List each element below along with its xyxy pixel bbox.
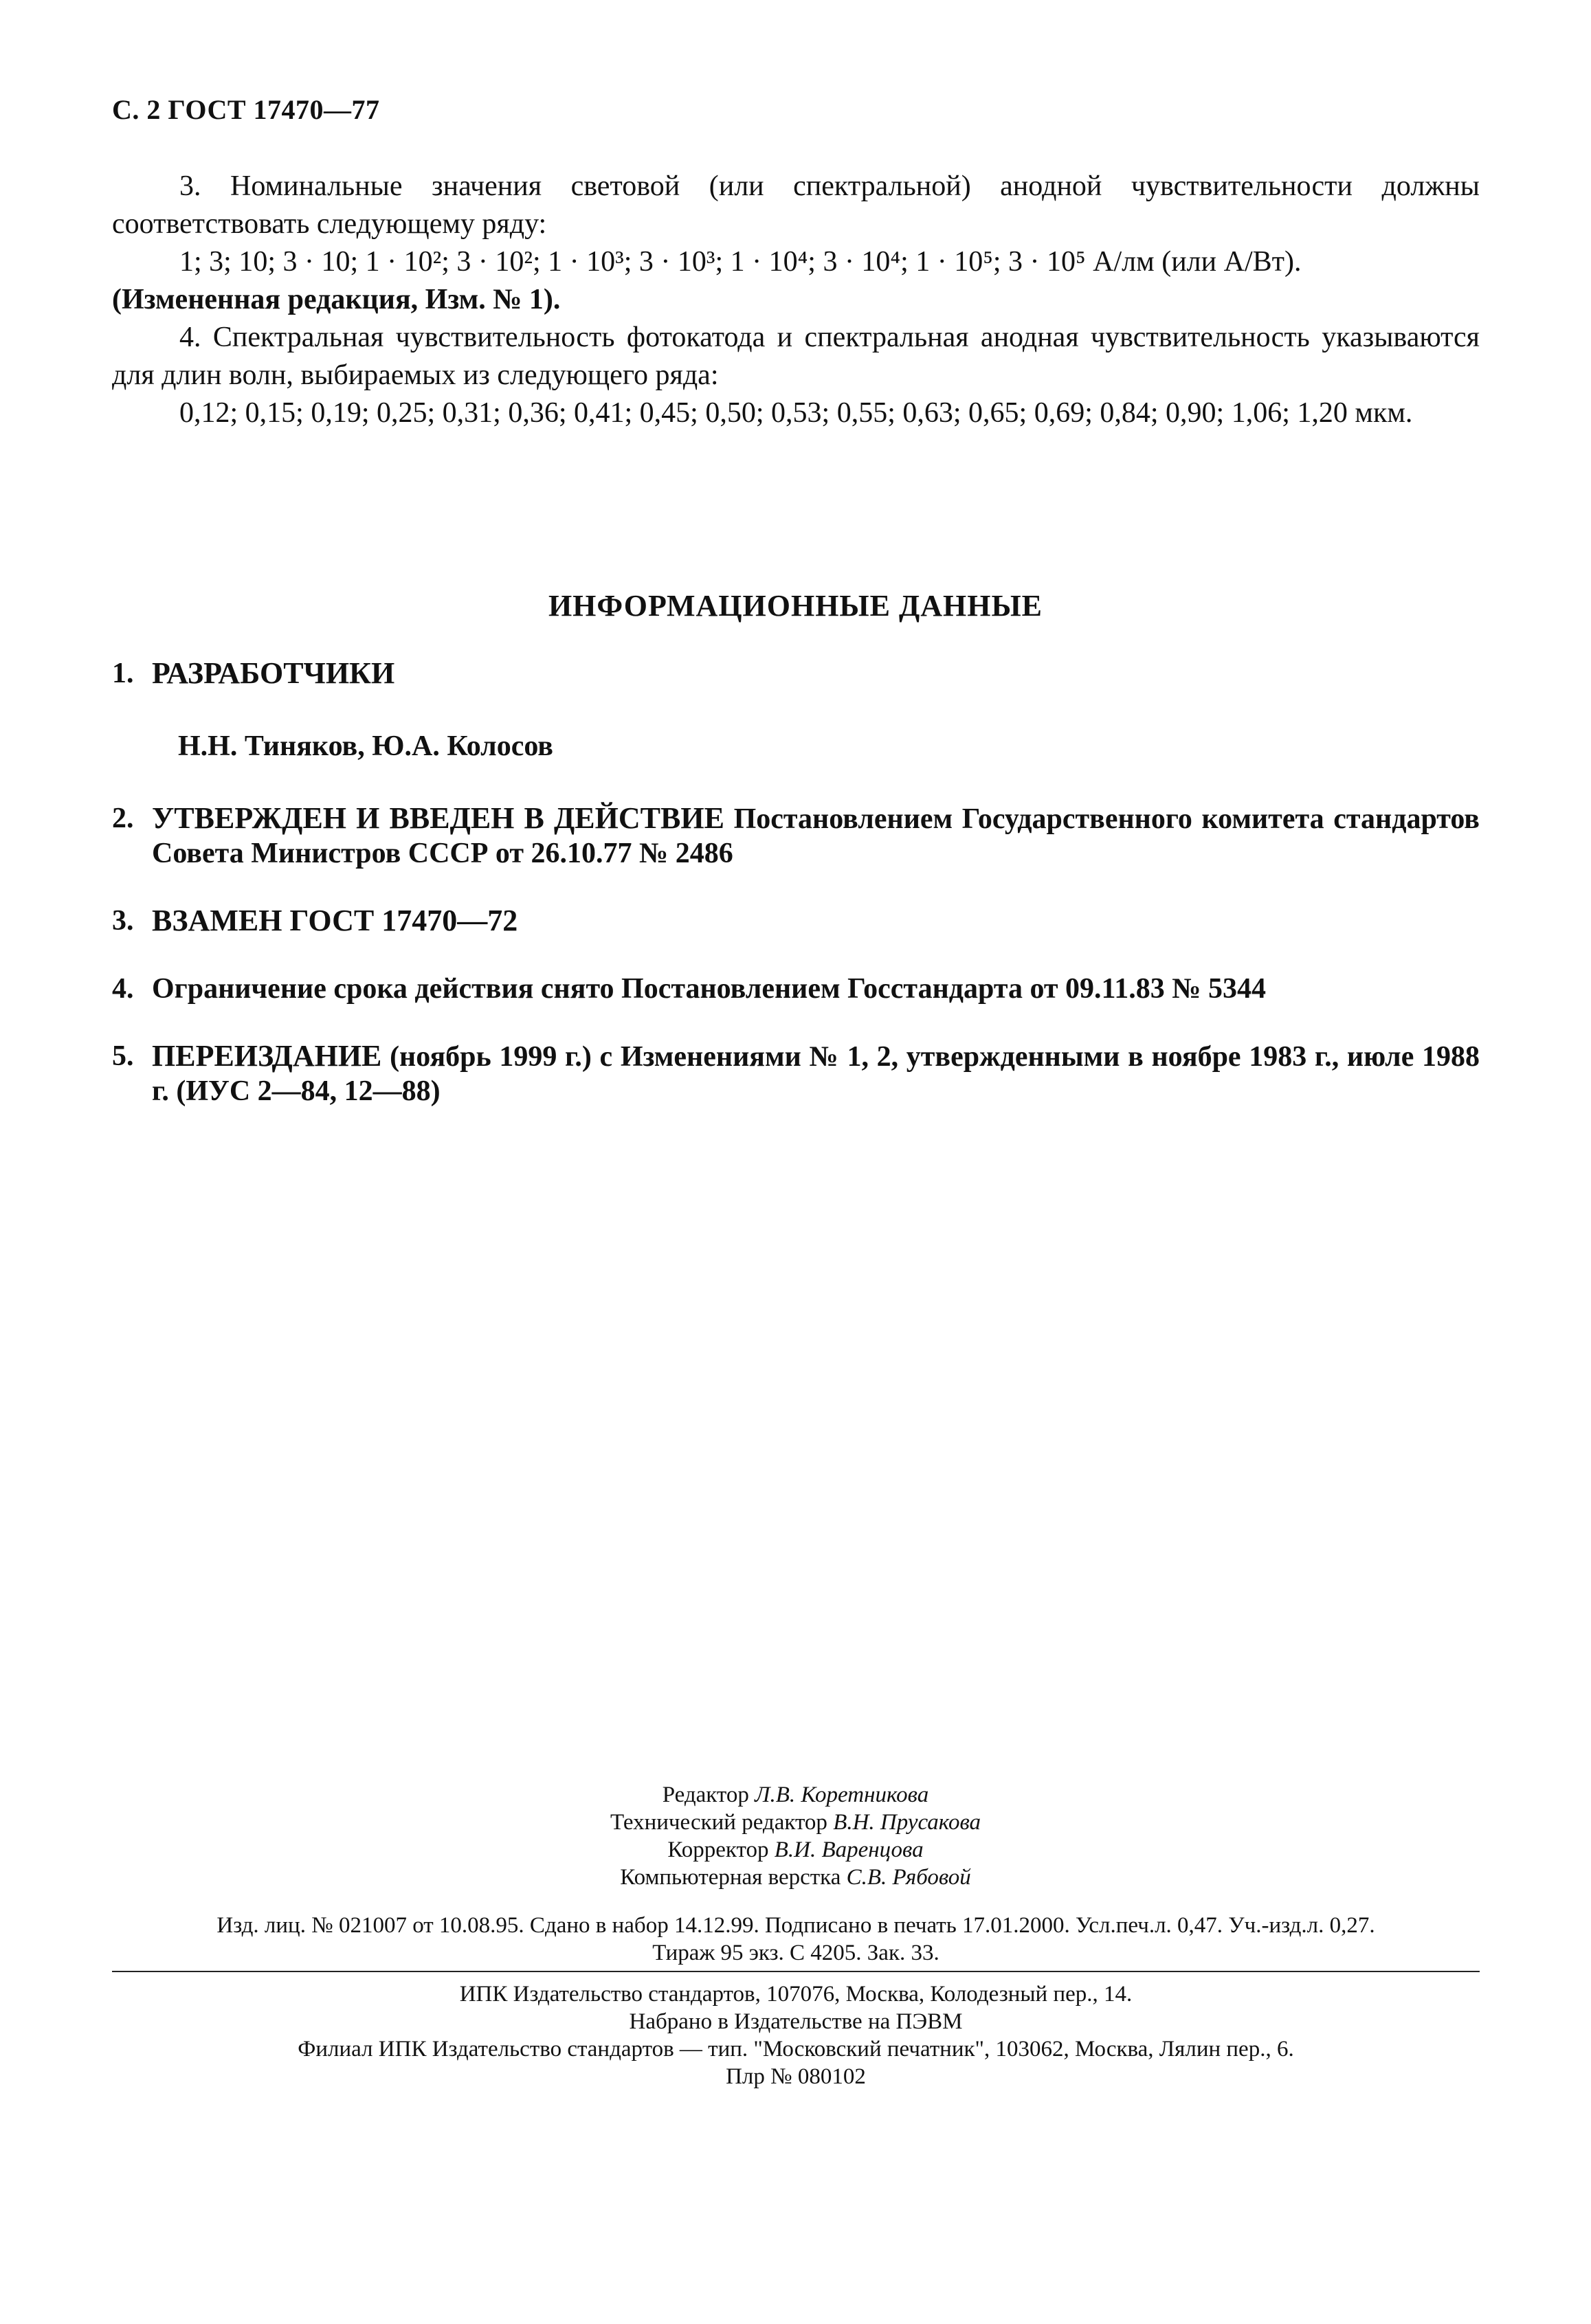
clause-3-series: 1; 3; 10; 3 · 10; 1 · 10²; 3 · 10²; 1 · 10³; 3 · 10³; 1 · 10⁴; 3 · 10⁴; 1 · 10⁵; 3 · 10⁵ А/лм (или А/Вт). bbox=[179, 246, 1302, 278]
info-item-lead: РАЗРАБОТЧИКИ bbox=[152, 656, 395, 690]
info-item-4 bbox=[112, 972, 1480, 1006]
info-item-lead: ПЕРЕИЗДАНИЕ bbox=[152, 1039, 382, 1073]
info-item-number: 4. bbox=[112, 973, 134, 1005]
credit-name: В.И. Варенцова bbox=[774, 1837, 924, 1862]
credit-role: Редактор bbox=[662, 1783, 749, 1807]
developers-names: Н.Н. Тиняков, Ю.А. Колосов bbox=[178, 730, 553, 762]
printer-line-1: ИПК Издательство стандартов, 107076, Москва, Колодезный пер., 14. bbox=[459, 1982, 1133, 2007]
info-item-text bbox=[152, 801, 1480, 871]
info-section-title: ИНФОРМАЦИОННЫЕ ДАННЫЕ bbox=[548, 589, 1043, 623]
divider-rule bbox=[112, 1971, 1480, 1972]
info-item-body: (ноябрь 1999 г.) с Изменениями № 1, 2, утвержденными в ноябре 1983 г., июле 1988 г. (ИУС 2—84, 12—88) bbox=[152, 1041, 1480, 1107]
credit-role: Технический редактор bbox=[610, 1810, 827, 1835]
printer-line-3: Филиал ИПК Издательство стандартов — тип. "Московский печатник", 103062, Москва, Лялин пер., 6. bbox=[298, 2037, 1294, 2062]
credits-block bbox=[0, 1781, 1591, 1891]
info-item-5 bbox=[112, 1039, 1480, 1108]
info-item-2 bbox=[112, 801, 1480, 871]
info-item-text bbox=[152, 972, 1480, 1006]
info-item-text bbox=[152, 656, 1480, 691]
info-item-body: Постановлением Государственного комитета стандартов Совета Министров СССР от 26.10.77 № 2486 bbox=[152, 803, 1480, 869]
info-item-number: 2. bbox=[112, 803, 134, 834]
imprint-line-1: Изд. лиц. № 021007 от 10.08.95. Сдано в набор 14.12.99. Подписано в печать 17.01.2000. Усл.печ.л. 0,47. Уч.-изд.л. 0,27. bbox=[216, 1913, 1375, 1938]
credit-role: Корректор bbox=[667, 1837, 769, 1862]
credit-proofreader bbox=[0, 1836, 1591, 1864]
clause-3-note bbox=[112, 281, 1480, 319]
info-item-number: 3. bbox=[112, 905, 134, 937]
info-item-body: Ограничение срока действия снято Постановлением Госстандарта от 09.11.83 № 5344 bbox=[152, 973, 1266, 1005]
credit-role: Компьютерная верстка bbox=[620, 1865, 841, 1890]
imprint-line-2: Тираж 95 экз. С 4205. Зак. 33. bbox=[652, 1941, 939, 1965]
clause-4-text: 4. Спектральная чувствительность фотокатода и спектральная анодная чувствительность указываются для длин волн, выбираемых из следующего ряда: bbox=[112, 322, 1480, 391]
clause-3-text: 3. Номинальные значения световой (или спектральной) анодной чувствительности должны соответствовать следующему ряду: bbox=[112, 170, 1480, 240]
info-item-1 bbox=[112, 656, 1480, 691]
info-item-text bbox=[152, 904, 1480, 939]
credit-name: С.В. Рябовой bbox=[846, 1865, 971, 1890]
credit-name: В.Н. Прусакова bbox=[833, 1810, 981, 1835]
clause-3-block bbox=[112, 168, 1480, 432]
printer-line-4: Плр № 080102 bbox=[726, 2064, 866, 2089]
page-header: С. 2 ГОСТ 17470—77 bbox=[112, 94, 380, 125]
credit-name: Л.В. Коретникова bbox=[755, 1783, 929, 1807]
printer-line-2: Набрано в Издательстве на ПЭВМ bbox=[629, 2009, 963, 2034]
info-item-number: 5. bbox=[112, 1040, 134, 1072]
clause-4-series: 0,12; 0,15; 0,19; 0,25; 0,31; 0,36; 0,41; 0,45; 0,50; 0,53; 0,55; 0,63; 0,65; 0,69; 0,84; 0,90; 1,06; 1,20 мкм. bbox=[179, 397, 1413, 429]
credit-editor bbox=[0, 1781, 1591, 1809]
info-item-lead: УТВЕРЖДЕН И ВВЕДЕН В ДЕЙСТВИЕ bbox=[152, 801, 724, 835]
printer-block bbox=[112, 1980, 1480, 2090]
info-item-number: 1. bbox=[112, 658, 134, 689]
amendment-note: (Измененная редакция, Изм. № 1). bbox=[112, 284, 561, 315]
info-item-3 bbox=[112, 904, 1480, 939]
info-item-text bbox=[152, 1039, 1480, 1108]
info-list bbox=[112, 656, 1480, 1108]
credit-layout bbox=[0, 1864, 1591, 1891]
info-item-lead: ВЗАМЕН ГОСТ 17470—72 bbox=[152, 904, 518, 937]
imprint-block bbox=[112, 1912, 1480, 1967]
credit-tech-editor bbox=[0, 1809, 1591, 1836]
